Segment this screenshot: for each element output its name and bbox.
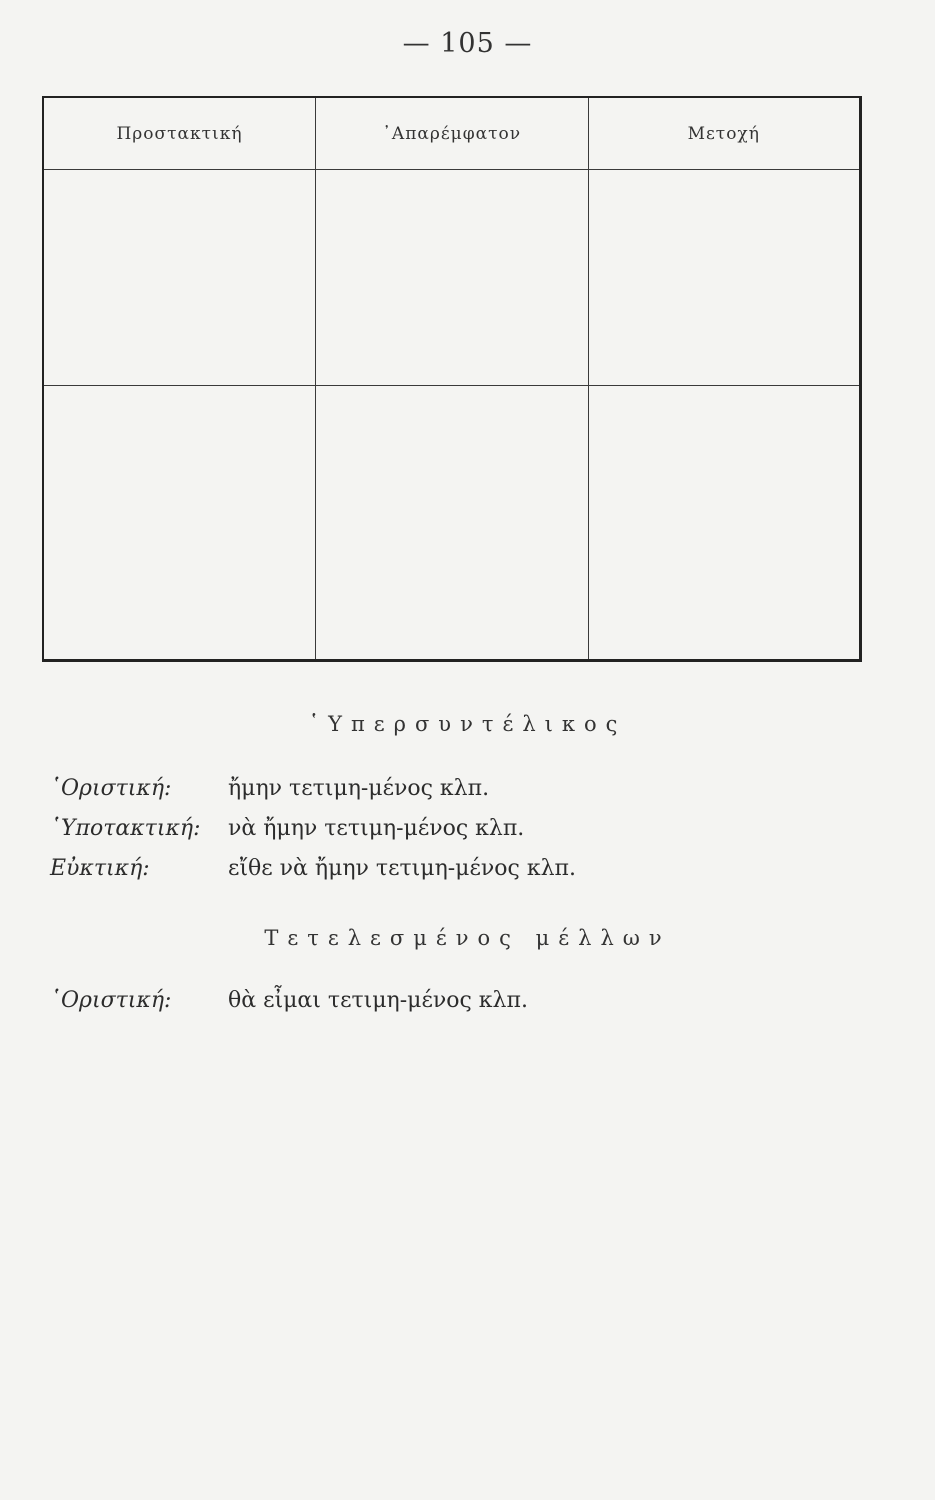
column-header-imperative: Προστακτική [43, 97, 316, 170]
column-header-participle: Μετοχή [588, 97, 861, 170]
section-heading-pluperfect: ῾Υπερσυντέλικος [308, 712, 627, 736]
verb-forms-table [42, 96, 862, 662]
table-cell-empty [316, 385, 589, 660]
conjugation-text: εἴθε νὰ ἤμην τετιμη-μένος κλπ. [228, 856, 576, 881]
conjugation-text: νὰ ἤμην τετιμη-μένος κλπ. [228, 816, 525, 841]
mood-label-subjunctive: ῾Υποτακτική: [50, 816, 201, 841]
table-row [43, 170, 861, 385]
conjugation-text: ἤμην τετιμη-μένος κλπ. [228, 776, 490, 801]
table-cell-empty [43, 170, 316, 385]
table-cell-empty [43, 385, 316, 660]
table-row [43, 385, 861, 660]
conjugation-text: θὰ εἶμαι τετιμη-μένος κλπ. [228, 988, 528, 1013]
table-header-row [43, 97, 861, 170]
column-header-infinitive: ᾿Απαρέμφατον [316, 97, 589, 170]
page-number: — 105 — [402, 28, 533, 59]
section-heading-future-perfect: Τετελεσμένος μέλλων [264, 926, 671, 950]
table-cell-empty [588, 385, 861, 660]
mood-label-indicative: ῾Οριστική: [50, 988, 172, 1013]
table-cell-empty [588, 170, 861, 385]
mood-label-optative: Εὐκτική: [50, 856, 150, 881]
mood-label-indicative: ῾Οριστική: [50, 776, 172, 801]
table-cell-empty [316, 170, 589, 385]
